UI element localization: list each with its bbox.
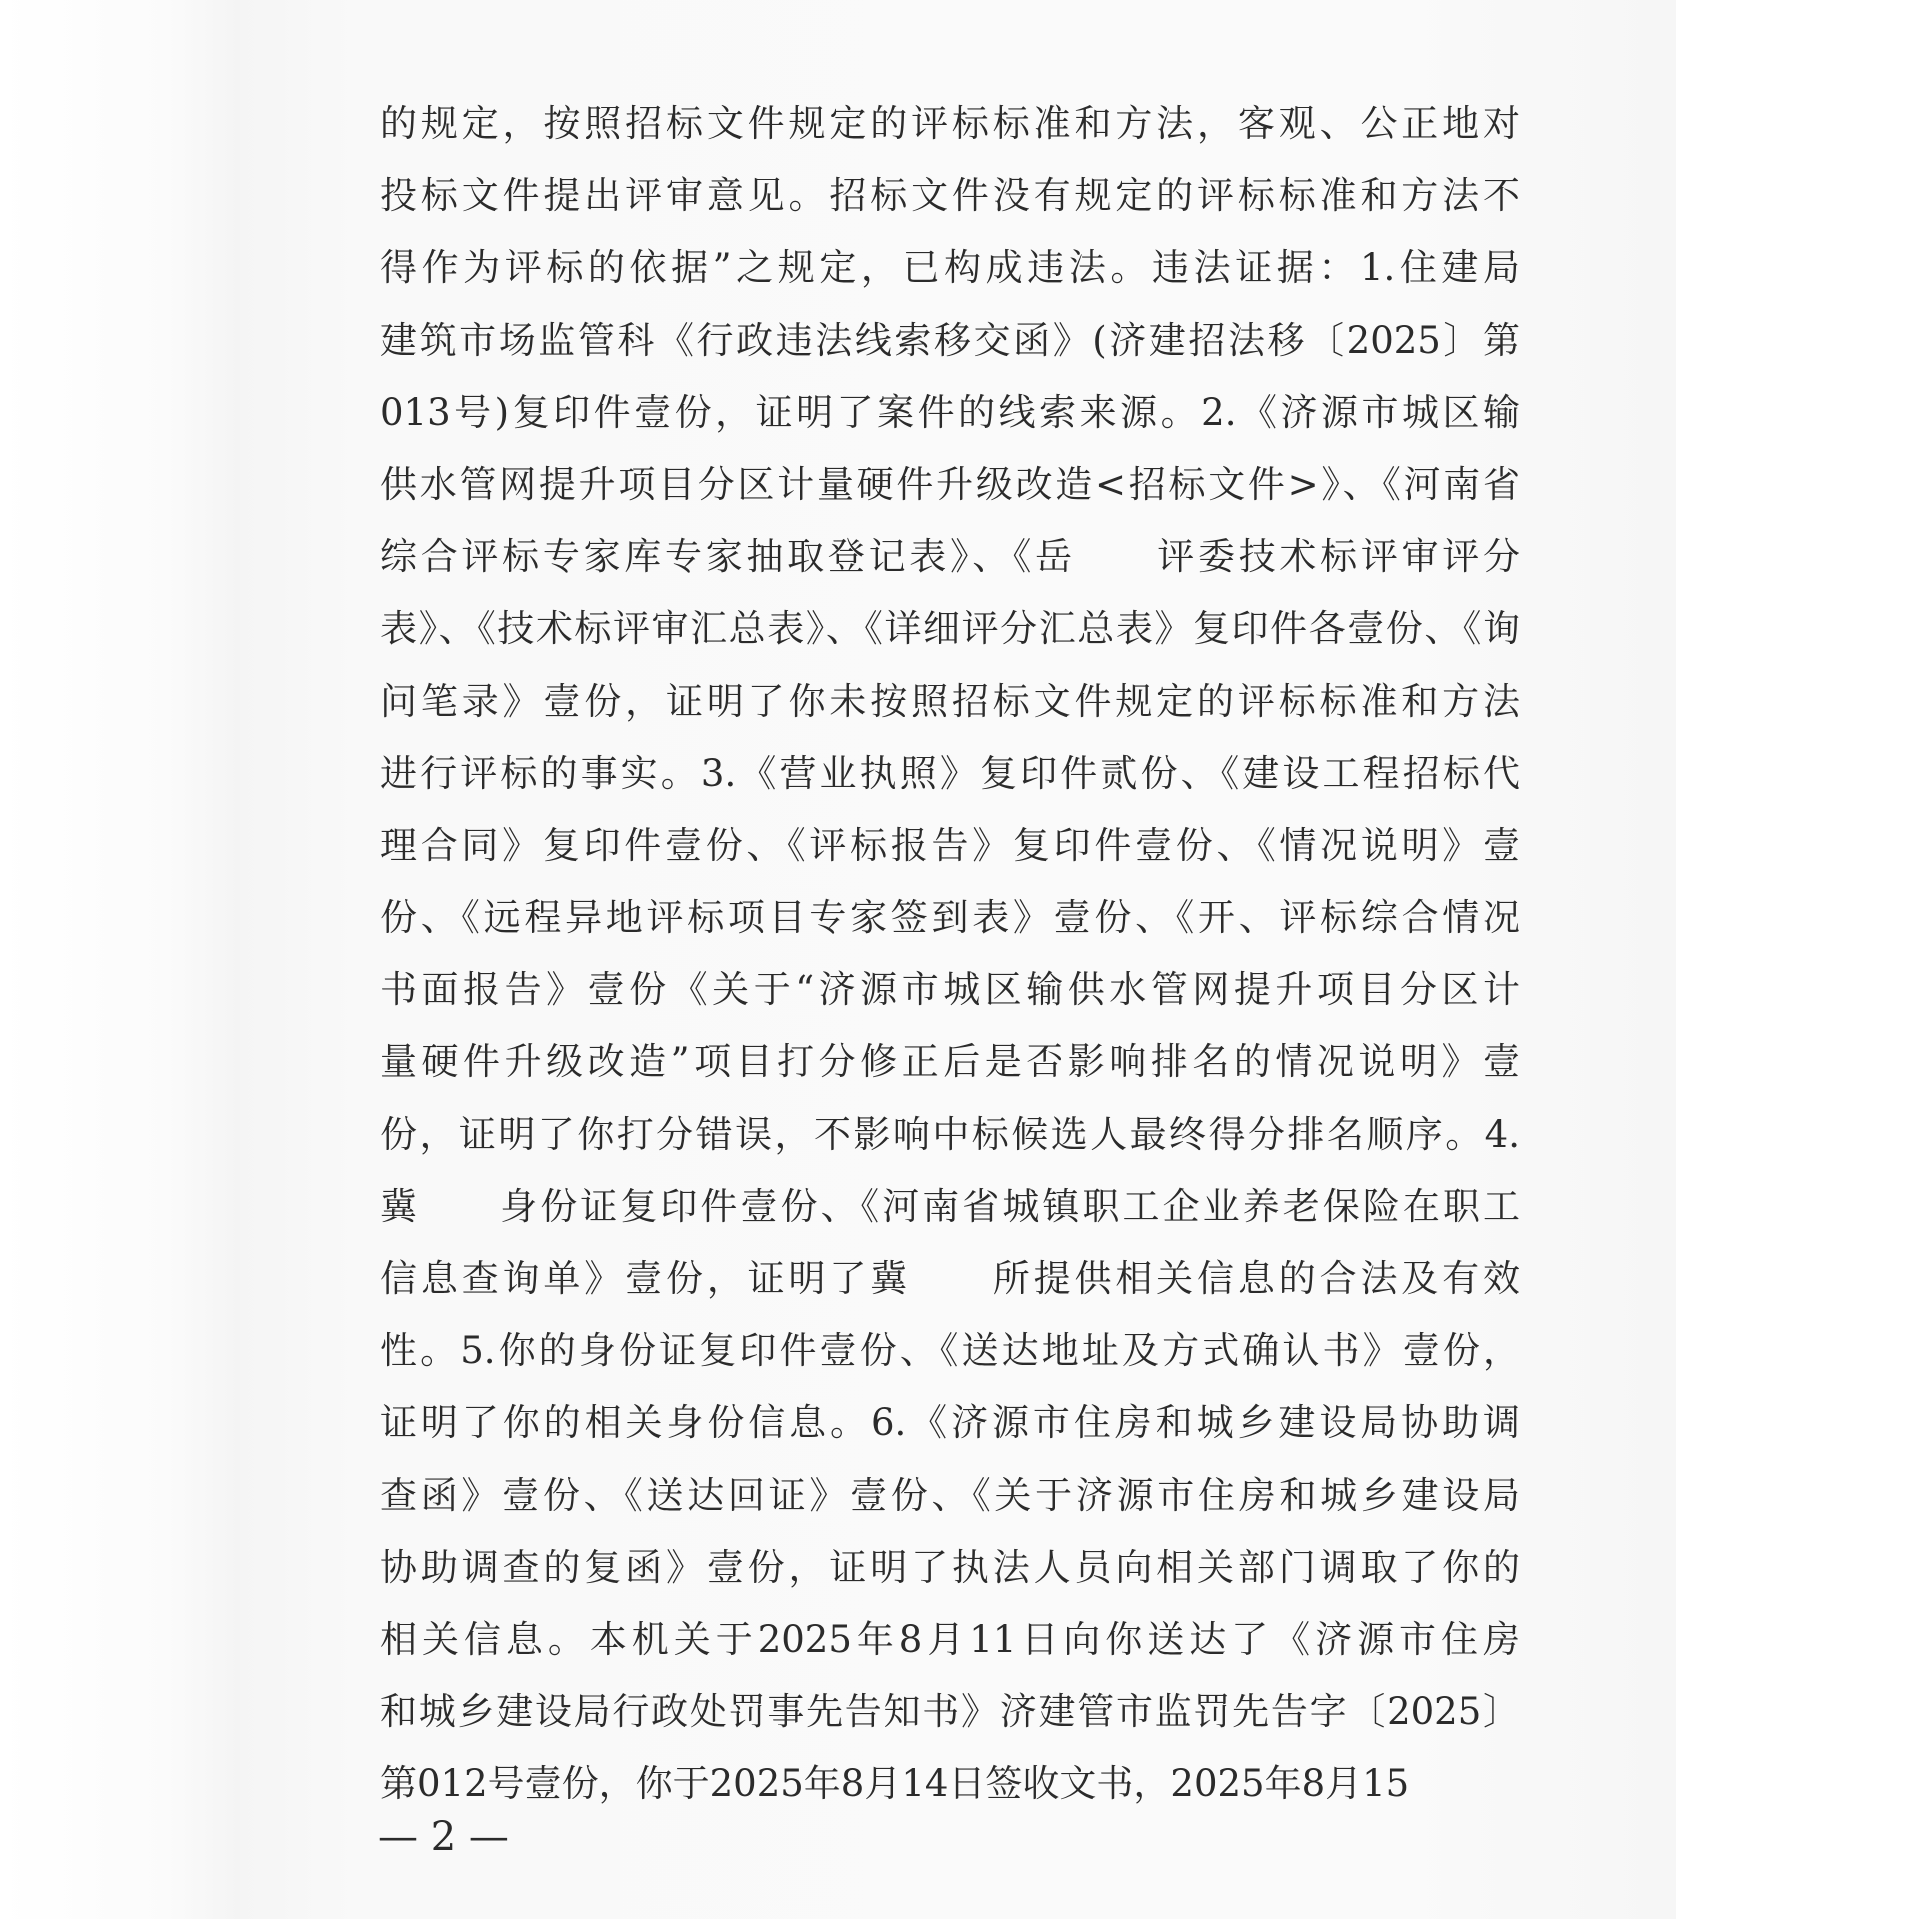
body-line: 量硬件升级改造”项目打分修正后是否影响排名的情况说明》壹 xyxy=(380,1040,1520,1084)
body-line: 和城乡建设局行政处罚事先告知书》济建管市监罚先告字〔2025〕 xyxy=(380,1690,1520,1734)
body-line: 冀 身份证复印件壹份、《河南省城镇职工企业养老保险在职工 xyxy=(380,1184,1520,1228)
body-line: 份、《远程异地评标项目专家签到表》壹份、《开、评标综合情况 xyxy=(380,896,1520,940)
body-line: 理合同》复印件壹份、《评标报告》复印件壹份、《情况说明》壹 xyxy=(380,823,1520,867)
body-line: 表》、《技术标评审汇总表》、《详细评分汇总表》复印件各壹份、《询 xyxy=(380,607,1520,651)
body-line: 查函》壹份、《送达回证》壹份、《关于济源市住房和城乡建设局 xyxy=(380,1473,1520,1517)
left-margin xyxy=(0,0,240,1919)
body-line: 性。5.你的身份证复印件壹份、《送达地址及方式确认书》壹份， xyxy=(380,1329,1520,1373)
body-line: 信息查询单》壹份，证明了冀 所提供相关信息的合法及有效 xyxy=(380,1257,1520,1300)
body-line: 建筑市场监管科《行政违法线索移交函》(济建招法移〔2025〕第 xyxy=(380,318,1520,362)
body-line: 013号)复印件壹份，证明了案件的线索来源。2.《济源市城区输 xyxy=(380,390,1520,434)
body-line: 进行评标的事实。3.《营业执照》复印件贰份、《建设工程招标代 xyxy=(380,751,1520,795)
body-line: 的规定，按照招标文件规定的评标标准和方法，客观、公正地对 xyxy=(380,102,1520,145)
body-line: 证明了你的相关身份信息。6.《济源市住房和城乡建设局协助调 xyxy=(380,1401,1520,1445)
body-line: 得作为评标的依据”之规定，已构成违法。违法证据：1.住建局 xyxy=(380,246,1520,290)
body-line: 问笔录》壹份，证明了你未按照招标文件规定的评标标准和方法 xyxy=(380,679,1520,723)
body-line: 投标文件提出评审意见。招标文件没有规定的评标标准和方法不 xyxy=(380,174,1520,218)
body-line: 书面报告》壹份《关于“济源市城区输供水管网提升项目分区计 xyxy=(380,968,1520,1012)
document-body xyxy=(380,88,1520,1821)
body-line: 供水管网提升项目分区计量硬件升级改造<招标文件>》、《河南省 xyxy=(380,462,1520,506)
body-line: 第012号壹份，你于2025年8月14日签收文书，2025年8月15 xyxy=(380,1762,1410,1806)
body-line: 份，证明了你打分错误，不影响中标候选人最终得分排名顺序。4. xyxy=(380,1112,1520,1156)
right-margin xyxy=(1676,0,1919,1919)
body-line: 相关信息。本机关于2025年8月11日向你送达了《济源市住房 xyxy=(380,1617,1520,1661)
body-line: 协助调查的复函》壹份，证明了执法人员向相关部门调取了你的 xyxy=(380,1545,1520,1589)
page-number: — 2 — xyxy=(378,1814,509,1860)
body-line: 综合评标专家库专家抽取登记表》、《岳 评委技术标评审评分 xyxy=(380,535,1520,579)
